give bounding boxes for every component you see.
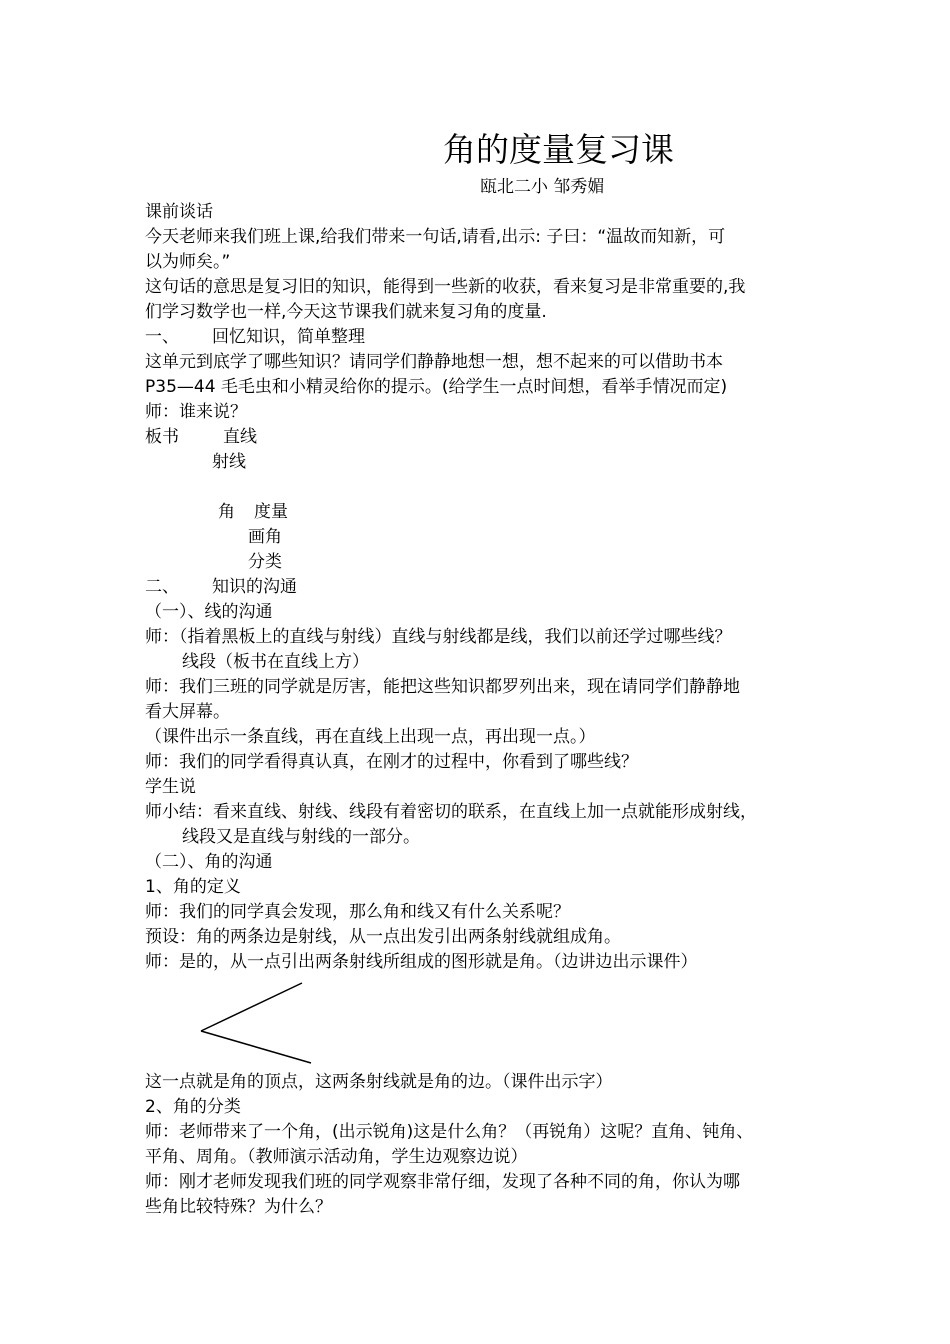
- item-heading: 1、角的定义: [145, 877, 241, 897]
- section1-heading: 回忆知识，简单整理: [212, 327, 365, 347]
- paragraph-line: 平角、周角。（教师演示活动角，学生边观察边说）: [145, 1147, 528, 1167]
- paragraph-line: 师：我们的同学真会发现，那么角和线又有什么关系呢？: [145, 902, 570, 922]
- paragraph-line: 师：我们三班的同学就是厉害，能把这些知识都罗列出来，现在请同学们静静地: [145, 677, 740, 697]
- paragraph-line: 师小结：看来直线、射线、线段有着密切的联系，在直线上加一点就能形成射线，: [145, 802, 757, 822]
- angle-diagram: [195, 978, 320, 1068]
- paragraph-line: 师：（指着黑板上的直线与射线）直线与射线都是线，我们以前还学过哪些线？: [145, 627, 732, 647]
- board-item-ray: 射线: [212, 452, 246, 472]
- subsection-heading: （二）、角的沟通: [145, 852, 273, 872]
- paragraph-line: 今天老师来我们班上课,给我们带来一句话,请看,出示: 子曰：“温故而知新，可: [145, 227, 726, 247]
- paragraph-line: 线段又是直线与射线的一部分。: [182, 827, 420, 847]
- paragraph-line: 师：刚才老师发现我们班的同学观察非常仔细，发现了各种不同的角，你认为哪: [145, 1172, 740, 1192]
- paragraph-line: 些角比较特殊？为什么？: [145, 1197, 332, 1217]
- paragraph-line: 师：谁来说？: [145, 402, 247, 422]
- paragraph-line: 师：我们的同学看得真认真，在刚才的过程中，你看到了哪些线？: [145, 752, 638, 772]
- paragraph-line: 师：老师带来了一个角，(出示锐角)这是什么角？（再锐角）这呢？直角、钝角、: [145, 1122, 754, 1142]
- board-item-line: 直线: [223, 427, 257, 447]
- section1-heading-number: 一、: [145, 327, 179, 347]
- paragraph-line: （课件出示一条直线，再在直线上出现一点，再出现一点。）: [145, 727, 596, 747]
- page-title: 角的度量复习课: [443, 130, 674, 169]
- section2-heading: 知识的沟通: [212, 577, 297, 597]
- board-item-angle: 角: [218, 502, 235, 522]
- paragraph-line: 学生说: [145, 777, 196, 797]
- author-line: 瓯北二小 邹秀媚: [480, 177, 605, 197]
- paragraph-line: P35—44 毛毛虫和小精灵给你的提示。(给学生一点时间想，看举手情况而定): [145, 377, 728, 397]
- paragraph-line: 看大屏幕。: [145, 702, 230, 722]
- board-item-measure: 度量: [254, 502, 288, 522]
- paragraph-line: 以为师矣。”: [145, 252, 231, 272]
- section2-heading-number: 二、: [145, 577, 179, 597]
- angle-ray-lower: [201, 1031, 311, 1063]
- angle-ray-upper: [201, 983, 302, 1031]
- paragraph-line: 预设：角的两条边是射线，从一点出发引出两条射线就组成角。: [145, 927, 621, 947]
- paragraph-line: 们学习数学也一样,今天这节课我们就来复习角的度量.: [145, 302, 547, 322]
- pre-talk-heading: 课前谈话: [145, 202, 213, 222]
- paragraph-line: 这一点就是角的顶点，这两条射线就是角的边。（课件出示字）: [145, 1072, 613, 1092]
- item-heading: 2、角的分类: [145, 1097, 241, 1117]
- paragraph-line: 线段（板书在直线上方）: [182, 652, 369, 672]
- board-item-classify: 分类: [248, 552, 282, 572]
- board-item-draw: 画角: [248, 527, 282, 547]
- board-label: 板书: [145, 427, 179, 447]
- paragraph-line: 这单元到底学了哪些知识？请同学们静静地想一想，想不起来的可以借助书本: [145, 352, 723, 372]
- paragraph-line: 这句话的意思是复习旧的知识，能得到一些新的收获，看来复习是非常重要的,我: [145, 277, 746, 297]
- subsection-heading: （一）、线的沟通: [145, 602, 273, 622]
- paragraph-line: 师：是的，从一点引出两条射线所组成的图形就是角。（边讲边出示课件）: [145, 952, 698, 972]
